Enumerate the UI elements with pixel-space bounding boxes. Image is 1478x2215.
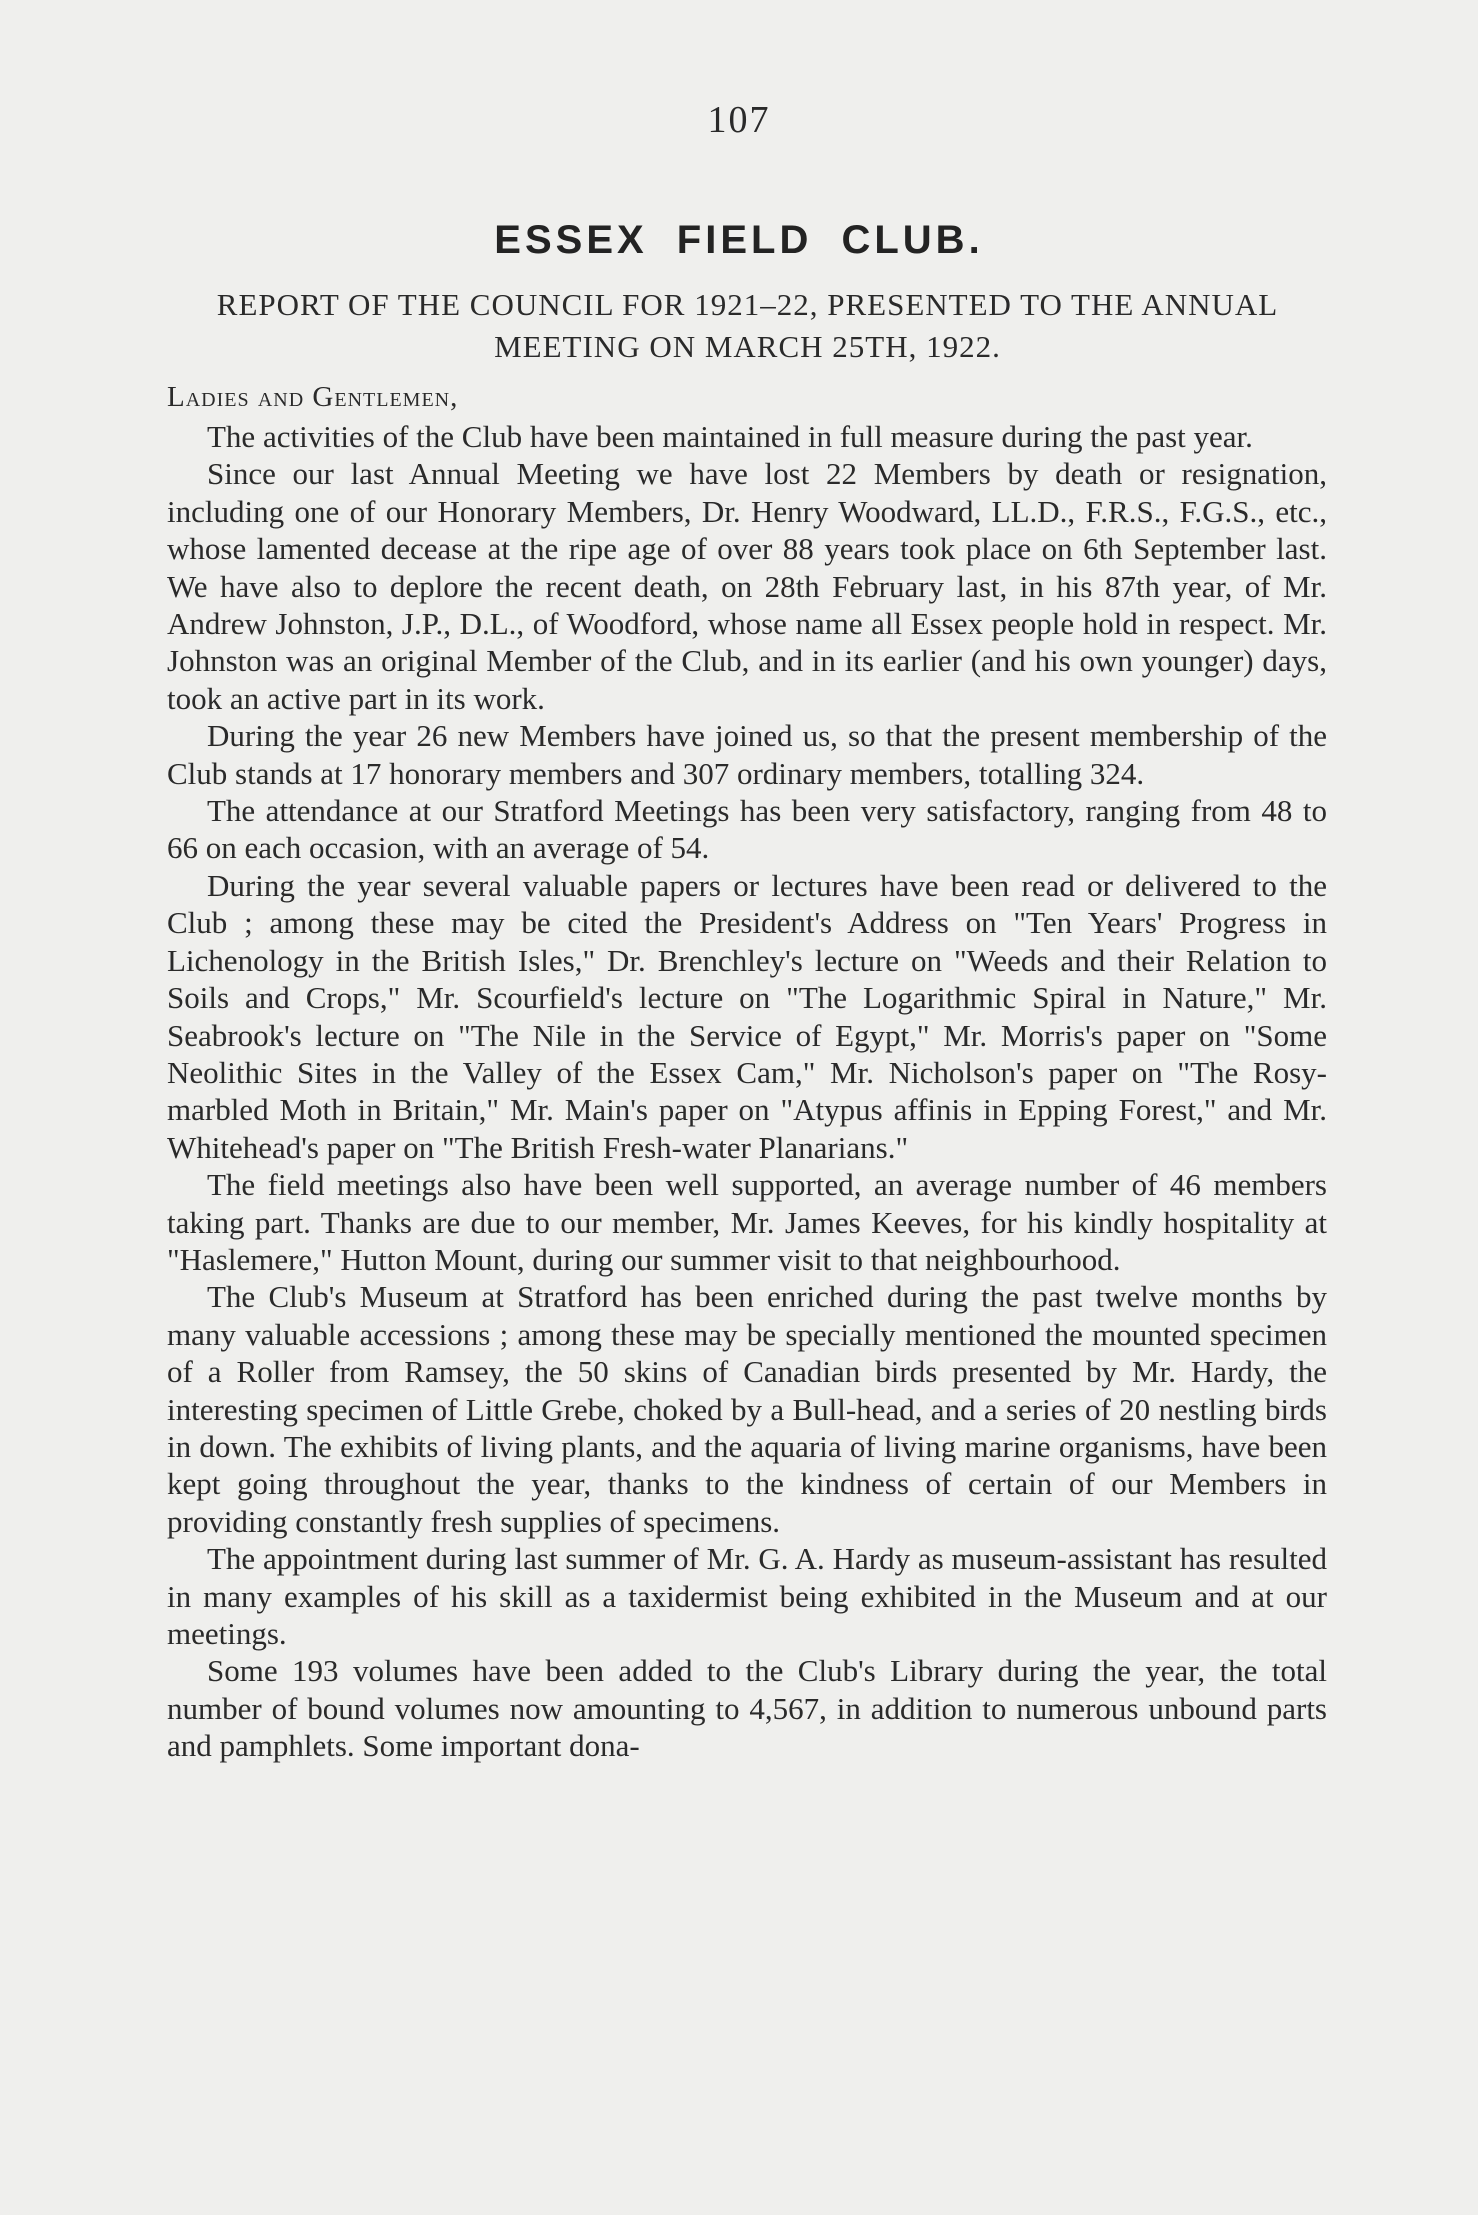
report-heading: REPORT OF THE COUNCIL FOR 1921–22, PRESENTED TO THE ANNUAL MEETING ON MARCH 25TH, 1922. xyxy=(216,287,1279,364)
paragraph-appointment: The appointment during last summer of Mr. G. A. Hardy as museum-assistant has resulted in many examples of his skill as a taxidermist being exhibited in the Museum and at our meetings. xyxy=(167,1541,1327,1651)
paragraph-activities: The activities of the Club have been maintained in full measure during the past year. xyxy=(207,419,1253,454)
page-number: 107 xyxy=(707,99,771,141)
paragraph-deaths: Since our last Annual Meeting we have lost 22 Members by death or resignation, including one of our Honorary Members, Dr. Henry Woodward, LL.D., F.R.S., F.G.S., etc., whose lamented decease at the ripe age of over 88 years took place on 6th September last. We have also to deplore the recent death, on 28th February last, in his 87th year, of Mr. Andrew Johnston, J.P., D.L., of Woodford, whose name all Essex people hold in respect. Mr. Johnston was an original Member of the Club, and in its earlier (and his own younger) days, took an active part in its work. xyxy=(167,456,1327,716)
paragraph-lectures: During the year several valuable papers or lectures have been read or delivered to the Club ; among these may be cited the President's Address on "Ten Years' Progress in Lichenology in the British Isles," Dr. Brenchley's lecture on "Weeds and their Relation to Soils and Crops," Mr. Scourfield's lecture on "The Logarithmic Spiral in Nature," Mr. Seabrook's lecture on "The Nile in the Service of Egypt," Mr. Morris's paper on "Some Neolithic Sites in the Valley of the Essex Cam," Mr. Nicholson's paper on "The Rosy-marbled Moth in Britain," Mr. Main's paper on "Atypus affinis in Epping Forest," and Mr. Whitehead's paper on "The British Fresh-water Planarians." xyxy=(167,867,1327,1165)
paragraph-museum: The Club's Museum at Stratford has been enriched during the past twelve months by many valuable accessions ; among these may be specially mentioned the mounted specimen of a Roller from Ramsey, the 50 skins of Canadian birds presented by Mr. Hardy, the interesting specimen of Little Grebe, choked by a Bull-head, and a series of 20 nestling birds in down. The exhibits of living plants, and the aquaria of living marine organisms, have been kept going throughout the year, thanks to the kindness of certain of our Members in providing constantly fresh supplies of specimens. xyxy=(167,1279,1327,1539)
paragraph-field-meetings: The field meetings also have been well supported, an average number of 46 members taking part. Thanks are due to our member, Mr. James Keeves, for his kindly hospitality at "Haslemere," Hutton Mount, during our summer visit to that neighbourhood. xyxy=(167,1167,1327,1277)
paragraph-attendance: The attendance at our Stratford Meetings has been very satisfactory, ranging from 48 to 66 on each occasion, with an average of 54. xyxy=(167,793,1327,866)
paragraph-library: Some 193 volumes have been added to the Club's Library during the year, the total number of bound volumes now amounting to 4,567, in addition to numerous unbound parts and pamphlets. Some important dona- xyxy=(167,1653,1327,1764)
salutation: Ladies and Gentlemen, xyxy=(167,381,459,413)
body-text xyxy=(167,418,1327,1765)
club-title: ESSEX FIELD CLUB. xyxy=(494,218,984,262)
paragraph-membership: During the year 26 new Members have joined us, so that the present membership of the Club stands at 17 honorary members and 307 ordinary members, totalling 324. xyxy=(167,718,1327,791)
